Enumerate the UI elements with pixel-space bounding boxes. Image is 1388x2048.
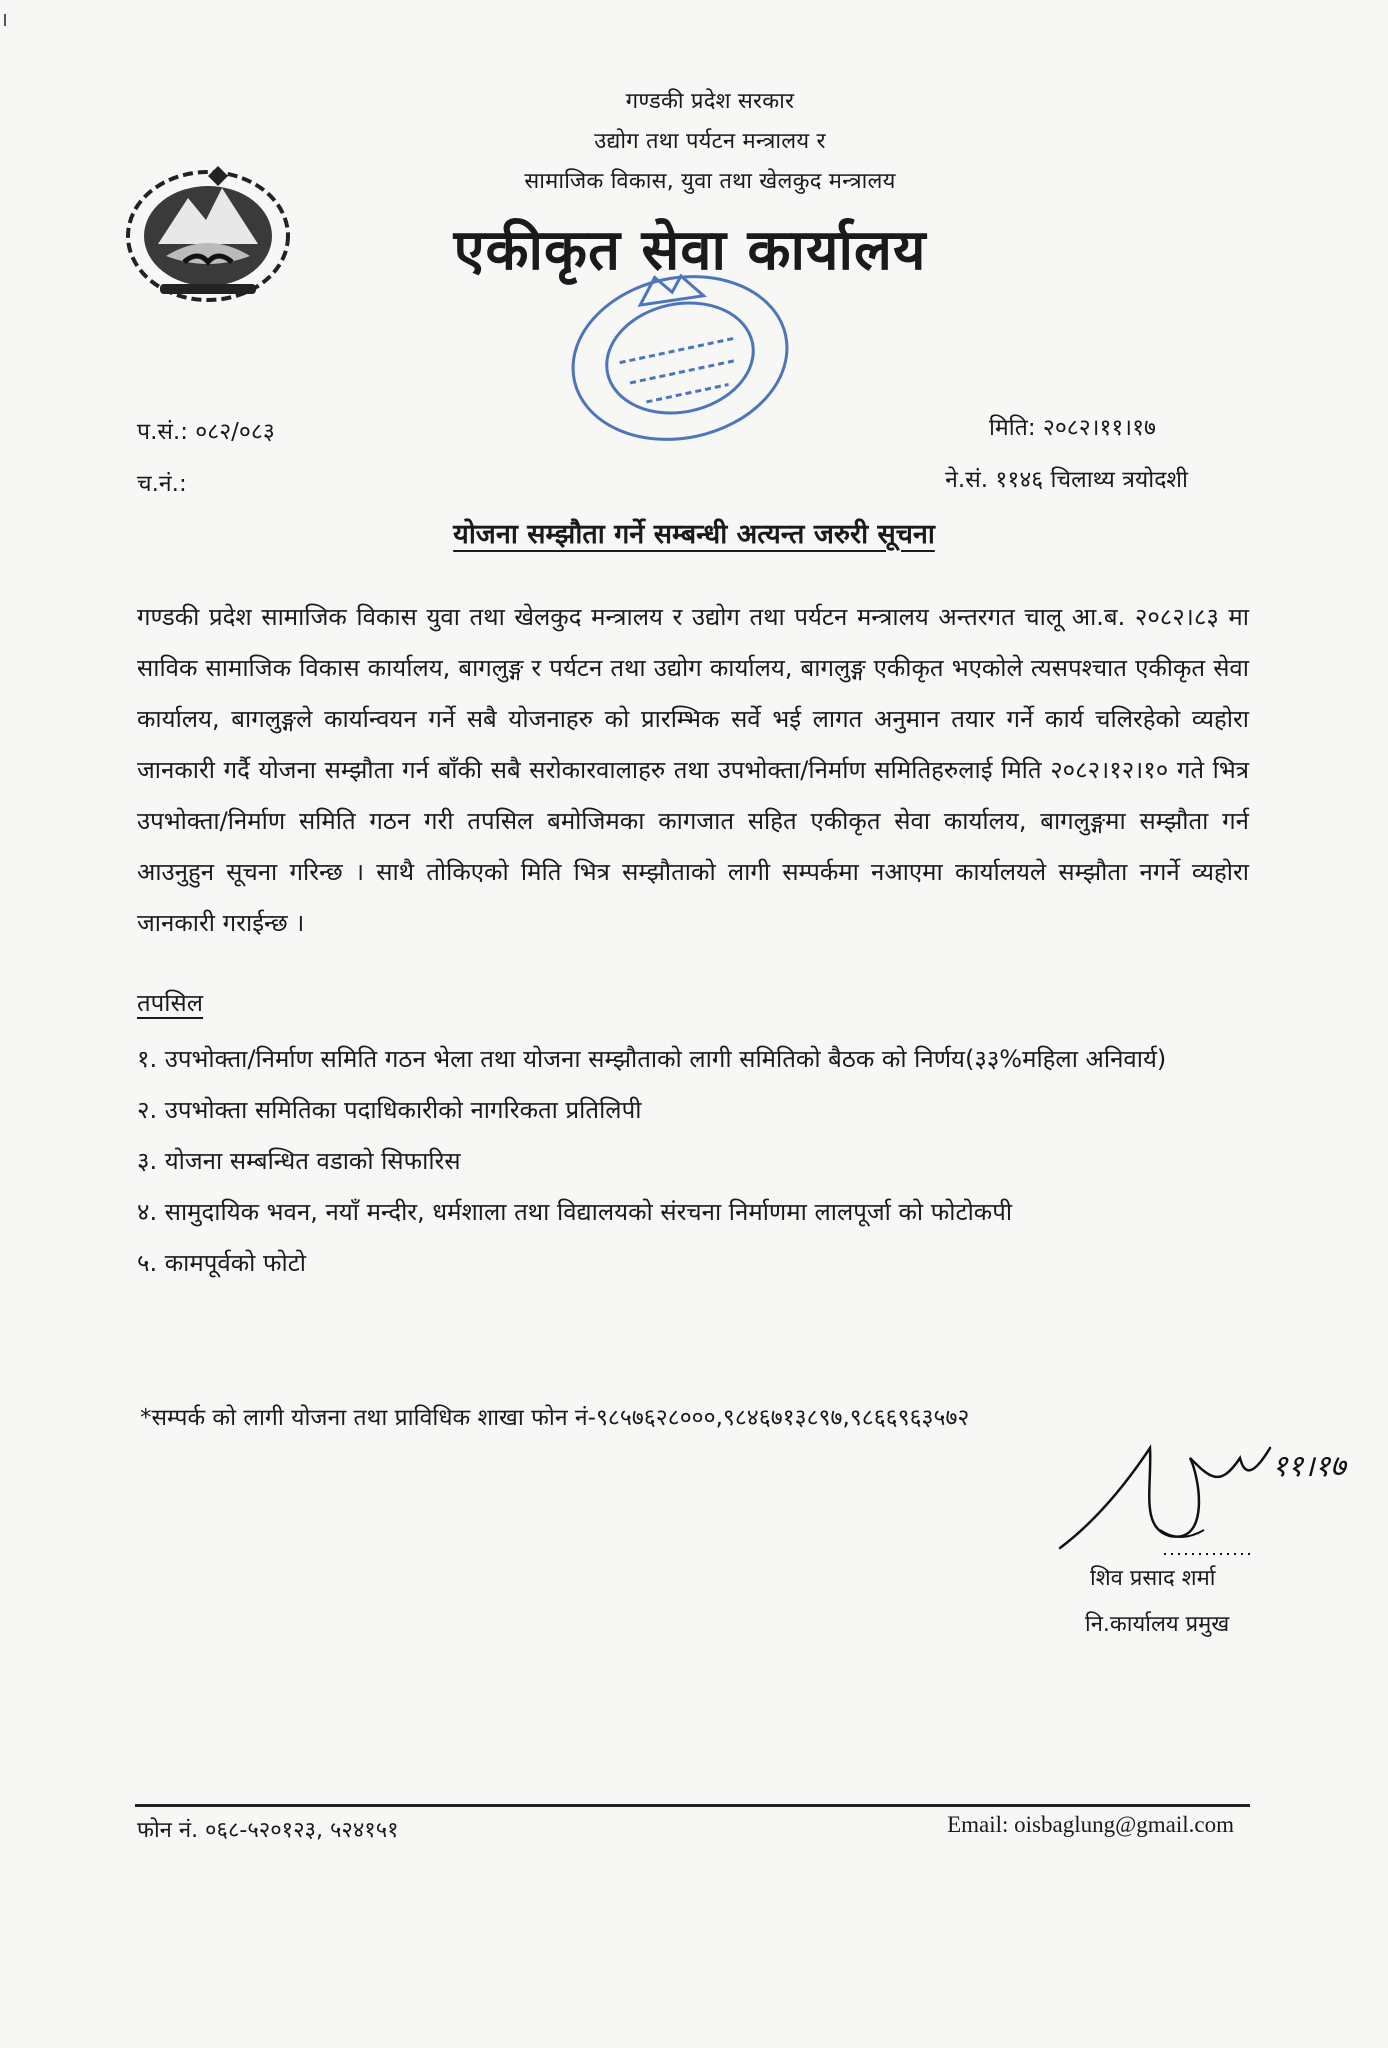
scan-mark bbox=[4, 14, 6, 26]
handwritten-signature bbox=[1040, 1418, 1370, 1568]
ministry-industry: उद्योग तथा पर्यटन मन्त्रालय र bbox=[594, 129, 826, 154]
nepal-emblem-icon bbox=[118, 148, 298, 308]
required-documents-list bbox=[137, 1034, 1249, 1289]
annex-title: तपसिल bbox=[137, 989, 204, 1017]
footer-divider bbox=[135, 1804, 1250, 1807]
list-item: ५. कामपूर्वको फोटो bbox=[137, 1249, 307, 1277]
list-item: २. उपभोक्ता समितिका पदाधिकारीको नागरिकता प्रतिलिपी bbox=[137, 1096, 642, 1124]
list-item: १. उपभोक्ता/निर्माण समिति गठन भेला तथा योजना सम्झौताको लागी समितिको बैठक को निर्णय(३३%महिला अनिवार्य) bbox=[137, 1045, 1167, 1073]
contact-line: *सम्पर्क को लागी योजना तथा प्राविधिक शाखा फोन नं-९८५७६२८०००,९८४६७१३८९७,९८६६९६३५७२ bbox=[140, 1405, 970, 1431]
signer-name: शिव प्रसाद शर्मा bbox=[1090, 1566, 1216, 1591]
notice-subject bbox=[0, 514, 1388, 551]
footer-phone: फोन नं. ०६८-५२०१२३, ५२४१५१ bbox=[137, 1818, 399, 1843]
ministry-social: सामाजिक विकास, युवा तथा खेलकुद मन्त्रालय bbox=[524, 169, 896, 194]
dispatch-number: च.नं.: bbox=[137, 471, 187, 497]
nepal-sambat-date: ने.सं. ११४६ चिलाथ्य त्रयोदशी bbox=[945, 467, 1188, 493]
svg-text:११।१७: ११।१७ bbox=[1272, 1449, 1346, 1484]
subject-text: योजना सम्झौता गर्ने सम्बन्धी अत्यन्त जरुरी सूचना bbox=[453, 519, 935, 550]
list-item: ४. सामुदायिक भवन, नयाँ मन्दीर, धर्मशाला तथा विद्यालयको संरचना निर्माणमा लालपूर्जा को फोटोकपी bbox=[137, 1198, 1013, 1226]
province-government: गण्डकी प्रदेश सरकार bbox=[625, 89, 795, 114]
list-item: ३. योजना सम्बन्धित वडाको सिफारिस bbox=[137, 1147, 461, 1175]
office-title: एकीकृत सेवा कार्यालय bbox=[453, 218, 927, 283]
reference-number: प.सं.: ०८२/०८३ bbox=[137, 419, 275, 445]
office-seal-stamp bbox=[560, 258, 800, 458]
signer-title: नि.कार्यालय प्रमुख bbox=[1085, 1612, 1230, 1637]
document-date: मिति: २०८२।११।१७ bbox=[989, 415, 1156, 441]
letterhead-lines bbox=[330, 82, 1090, 202]
notice-body: गण्डकी प्रदेश सामाजिक विकास युवा तथा खेलकुद मन्त्रालय र उद्योग तथा पर्यटन मन्त्रालय अन्तरगत चालू आ.ब. २०८२।८३ मा साविक सामाजिक विकास कार्यालय, बागलुङ्ग र पर्यटन तथा उद्योग कार्यालय, बागलुङ्ग एकीकृत भएकोले त्यसपश्चात एकीकृत सेवा कार्यालय, बागलुङ्गले कार्यान्वयन गर्ने सबै योजनाहरु को प्रारम्भिक सर्वे भई लागत अनुमान तयार गर्ने कार्य चलिरहेको व्यहोरा जानकारी गर्दै योजना सम्झौता गर्न बाँकी सबै सरोकारवालाहरु तथा उपभोक्ता/निर्माण समितिहरुलाई मिति २०८२।१२।१० गते भित्र उपभोक्ता/निर्माण समिति गठन गरी तपसिल बमोजिमका कागजात सहित एकीकृत सेवा कार्यालय, बागलुङ्गमा सम्झौता गर्न आउनुहुन सूचना गरिन्छ । साथै तोकिएको मिति भित्र सम्झौताको लागी सम्पर्कमा नआएमा कार्यालयले सम्झौता नगर्ने व्यहोरा जानकारी गराईन्छ । bbox=[137, 603, 1249, 937]
footer-email: Email: oisbaglung@gmail.com bbox=[947, 1812, 1234, 1837]
